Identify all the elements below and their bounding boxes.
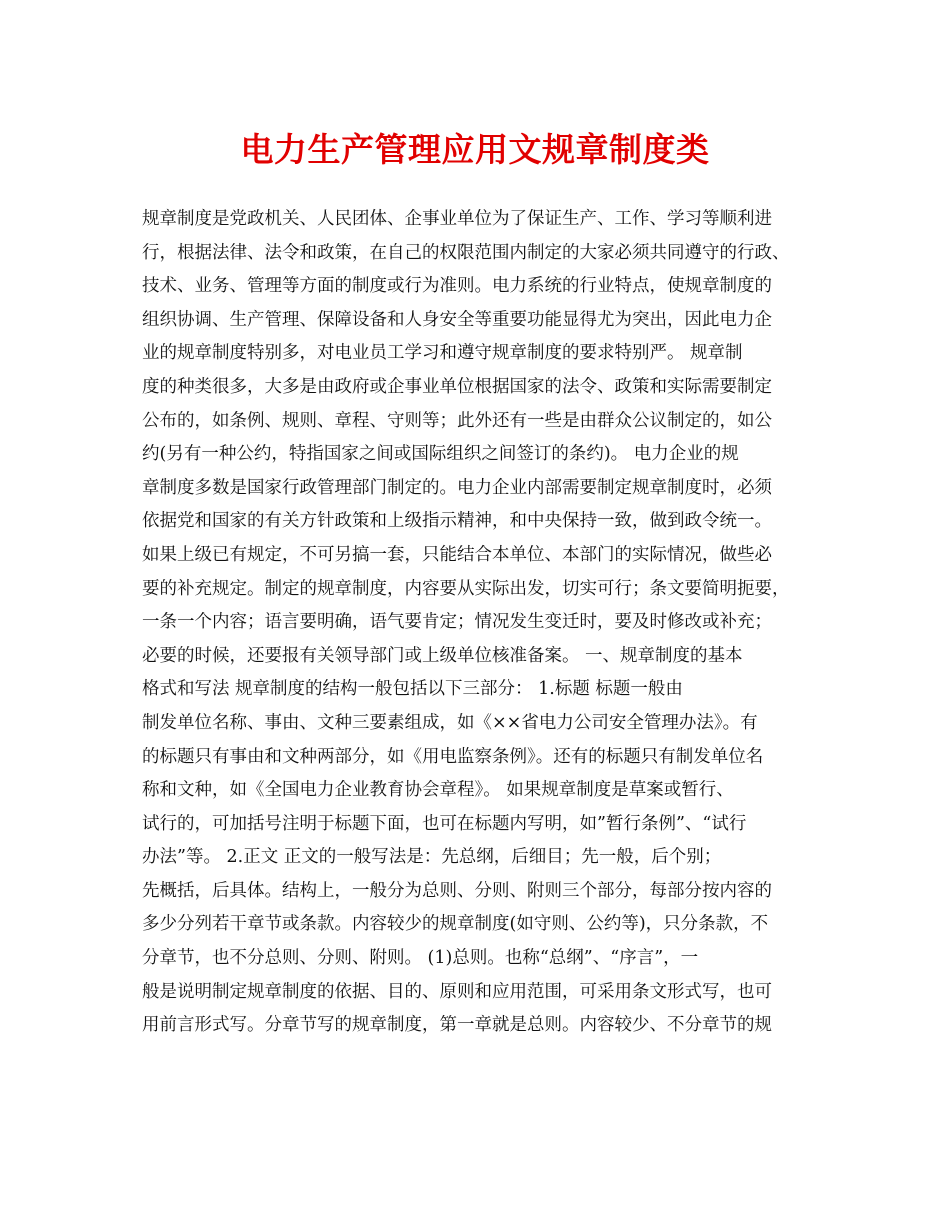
body-line-25: 用前言形式写。分章节写的规章制度，第一章就是总则。内容较少、不分章节的规 [142,1015,772,1036]
body-line-5: 业的规章制度特别多，对电业员工学习和遵守规章制度的要求特别严。 规章制 [142,343,743,364]
body-line-9: 章制度多数是国家行政管理部门制定的。电力企业内部需要制定规章制度时，必须 [142,477,772,498]
body-line-14: 必要的时候，还要报有关领导部门或上级单位核准备案。 一、规章制度的基本 [142,645,743,666]
body-line-20: 办法”等。 2.正文 正文的一般写法是：先总纲，后细目；先一般，后个别； [142,847,722,868]
body-line-23: 分章节，也不分总则、分则、附则。 (1)总则。也称“总纲”、“序言”，一 [142,948,699,969]
document-title: 电力生产管理应用文规章制度类 [240,130,710,169]
body-line-6: 度的种类很多，大多是由政府或企事业单位根据国家的法令、政策和实际需要制定 [142,376,772,397]
body-line-24: 般是说明制定规章制度的依据、目的、原则和应用范围，可采用条文形式写，也可 [142,981,772,1002]
body-line-21: 先概括，后具体。结构上，一般分为总则、分则、附则三个部分，每部分按内容的 [142,880,772,901]
body-line-7: 公布的，如条例、规则、章程、守则等；此外还有一些是由群众公议制定的，如公 [142,410,772,431]
body-line-1: 规章制度是党政机关、人民团体、企事业单位为了保证生产、工作、学习等顺利进 [142,209,772,229]
body-line-17: 的标题只有事由和文种两部分，如《用电监察条例》。还有的标题只有制发单位名 [142,746,764,767]
body-line-2: 行，根据法律、法令和政策，在自己的权限范围内制定的大家必须共同遵守的行政、 [142,242,790,263]
body-line-8: 约(另有一种公约，特指国家之间或国际组织之间签订的条约)。 电力企业的规 [142,444,739,465]
body-line-10: 依据党和国家的有关方针政策和上级指示精神，和中央保持一致，做到政令统一。 [142,511,772,532]
body-line-11: 如果上级已有规定，不可另搞一套，只能结合本单位、本部门的实际情况，做些必 [142,544,772,565]
body-line-3: 技术、业务、管理等方面的制度或行为准则。电力系统的行业特点，使规章制度的 [142,276,772,297]
body-line-15: 格式和写法 规章制度的结构一般包括以下三部分： 1.标题 标题一般由 [142,679,683,700]
body-line-16: 制发单位名称、事由、文种三要素组成，如《××省电力公司安全管理办法》。有 [142,712,758,733]
document-body [142,203,832,1043]
body-line-18: 称和文种，如《全国电力企业教育协会章程》。 如果规章制度是草案或暂行、 [142,780,734,801]
body-line-19: 试行的，可加括号注明于标题下面，也可在标题内写明，如”暂行条例”、“试行 [142,813,747,834]
body-line-22: 多少分列若干章节或条款。内容较少的规章制度(如守则、公约等)，只分条款，不 [142,914,769,935]
body-line-12: 要的补充规定。制定的规章制度，内容要从实际出发，切实可行；条文要简明扼要， [142,578,790,599]
body-line-4: 组织协调、生产管理、保障设备和人身安全等重要功能显得尤为突出，因此电力企 [142,309,772,330]
body-line-13: 一条一个内容；语言要明确，语气要肯定；情况发生变迁时，要及时修改或补充； [142,612,772,633]
